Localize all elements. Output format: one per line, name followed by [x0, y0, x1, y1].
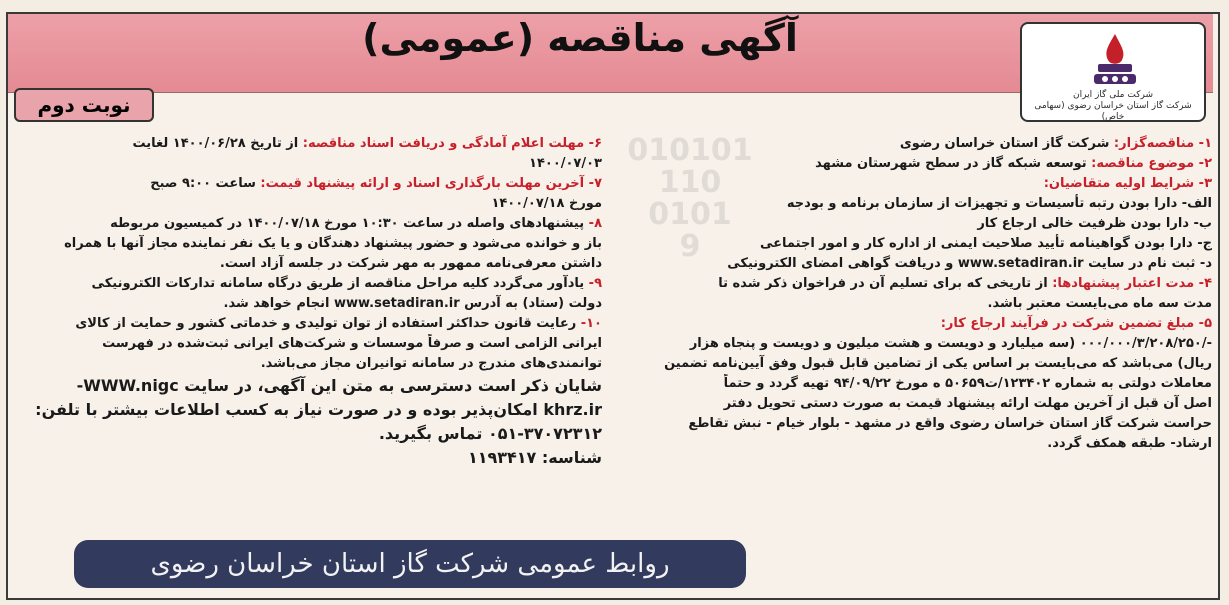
text-line — [16, 314, 602, 334]
item-text: ساعت ۹:۰۰ صبح — [150, 176, 261, 191]
item-heading: ۷- آخرین مهلت بارگذاری اسناد و ارائه پیشنهاد قیمت: — [260, 176, 602, 191]
item-text: ب- دارا بودن ظرفیت خالی ارجاع کار — [977, 216, 1212, 231]
text-line — [16, 194, 602, 214]
item-text: ج- دارا بودن گواهینامه تأیید صلاحیت ایمنی از اداره کار و امور اجتماعی — [760, 236, 1212, 251]
text-line — [16, 134, 602, 154]
notice-line: ۰۵۱-۳۷۰۷۲۳۱۲ تماس بگیرید. — [378, 424, 602, 443]
text-line — [612, 314, 1212, 334]
text-line — [612, 374, 1212, 394]
item-text: یادآور می‌گردد کلیه مراحل مناقصه از طریق درگاه سامانه تدارکات الکترونیکی — [91, 276, 589, 291]
item-heading: ۸- — [588, 216, 602, 231]
item-text: رعایت قانون حداکثر استفاده از توان تولیدی و خدماتی کشور و حمایت از کالای — [75, 316, 581, 331]
second-round-badge: نوبت دوم — [14, 88, 154, 122]
text-line — [612, 334, 1212, 354]
item-heading: ۹- — [588, 276, 602, 291]
company-logo — [1020, 22, 1206, 122]
left-column — [16, 134, 602, 470]
text-line — [612, 394, 1212, 414]
text-line — [16, 354, 602, 374]
text-line — [612, 274, 1212, 294]
item-text: باز و خوانده می‌شود و حضور پیشنهاد دهندگان و یا یک نفر نماینده مجاز آنها با همراه — [64, 236, 602, 251]
text-line — [16, 214, 602, 234]
text-line — [16, 154, 602, 174]
text-line — [612, 354, 1212, 374]
item-heading: ۱- مناقصه‌گزار: — [1113, 136, 1212, 151]
item-text: -/۰۰۰/۰۰۰/۳/۲۰۸/۲۵۰ (سه میلیارد و دویست و هشت میلیون و دویست و پنجاه هزار — [689, 336, 1212, 351]
item-text: ۱۴۰۰/۰۷/۰۳ — [529, 156, 602, 171]
item-text: از تاریخی که برای تسلیم آن در فراخوان ذکر شده تا — [718, 276, 1053, 291]
item-text: مورخ ۱۴۰۰/۰۷/۱۸ — [491, 196, 602, 211]
item-text: دولت (ستاد) به آدرس www.setadiran.ir انجام خواهد شد. — [223, 296, 602, 311]
text-line — [16, 274, 602, 294]
text-line — [612, 174, 1212, 194]
text-line — [16, 234, 602, 254]
notice-line: khrz.ir امکان‌پذیر بوده و در صورت نیاز به کسب اطلاعات بیشتر با تلفن: — [35, 400, 602, 419]
item-text: ریال) می‌باشد که می‌بایست بر اساس یکی از تضامین قابل قبول وفق آیین‌نامه تضمین — [664, 356, 1212, 371]
item-heading: ۶- مهلت اعلام آمادگی و دریافت اسناد مناقصه: — [302, 136, 602, 151]
text-line — [612, 414, 1212, 434]
text-line — [612, 214, 1212, 234]
text-line — [16, 254, 602, 274]
item-text: حراست شرکت گاز استان خراسان رضوی واقع در مشهد - بلوار خیام - نبش تقاطع — [688, 416, 1212, 431]
item-text: معاملات دولتی به شماره ۱۲۳۴۰۲/ت۵۰۶۵۹ ه مورخ ۹۴/۰۹/۲۲ تهیه گردد و حتماً — [723, 376, 1212, 391]
item-text: ارشاد- طبقه همکف گردد. — [1047, 436, 1212, 451]
item-text: داشتن معرفی‌نامه ممهور به مهر شرکت در جلسه آزاد است. — [219, 256, 602, 271]
text-line — [16, 334, 602, 354]
contact-notice — [16, 374, 602, 470]
notice-line: شناسه: ۱۱۹۳۴۱۷ — [467, 448, 602, 467]
item-text: د- ثبت نام در سایت www.setadiran.ir و دریافت گواهی امضای الکترونیکی — [727, 256, 1212, 271]
item-heading: ۵- مبلغ تضمین شرکت در فرآیند ارجاع کار: — [940, 316, 1212, 331]
text-line — [612, 254, 1212, 274]
item-text: توسعه شبکه گاز در سطح شهرستان مشهد — [815, 156, 1092, 171]
text-line — [612, 134, 1212, 154]
item-text: مدت سه ماه می‌بایست معتبر باشد. — [987, 296, 1212, 311]
item-text: پیشنهادهای واصله در ساعت ۱۰:۳۰ مورخ ۱۴۰۰/۰۷/۱۸ در کمیسیون مربوطه — [110, 216, 589, 231]
text-line — [612, 434, 1212, 454]
left-items — [16, 134, 602, 374]
text-line — [612, 234, 1212, 254]
item-text: از تاریخ ۱۴۰۰/۰۶/۲۸ لغایت — [132, 136, 303, 151]
text-line — [16, 294, 602, 314]
item-text: توانمندی‌های مندرج در سامانه توانیران مجاز می‌باشد. — [260, 356, 602, 371]
flame-logo-icon — [1088, 30, 1142, 88]
item-heading: ۳- شرایط اولیه متقاضیان: — [1043, 176, 1212, 191]
item-text: اصل آن قبل از آخرین مهلت ارائه پیشنهاد قیمت به صورت دستی تحویل دفتر — [723, 396, 1212, 411]
right-column — [612, 134, 1212, 454]
text-line — [16, 174, 602, 194]
item-text: ایرانی الزامی است و صرفاً موسسات و شرکت‌های ایرانی ثبت‌شده در فهرست — [102, 336, 602, 351]
logo-company-name: شرکت ملی گاز ایران شرکت گاز استان خراسان رضوی (سهامی خاص) — [1034, 90, 1192, 122]
notice-line: شایان ذکر است دسترسی به متن این آگهی، در سایت WWW.nigc- — [76, 376, 602, 395]
item-text: شرکت گاز استان خراسان رضوی — [899, 136, 1114, 151]
item-heading: ۴- مدت اعتبار پیشنهادها: — [1052, 276, 1212, 291]
text-line — [612, 194, 1212, 214]
item-heading: ۲- موضوع مناقصه: — [1091, 156, 1212, 171]
item-heading: ۱۰- — [580, 316, 602, 331]
page-title: آگهی مناقصه (عمومی) — [362, 16, 798, 60]
public-relations-footer: روابط عمومی شرکت گاز استان خراسان رضوی — [74, 540, 746, 588]
text-line — [612, 294, 1212, 314]
item-text: الف- دارا بودن رتبه تأسیسات و تجهیزات از سازمان برنامه و بودجه — [786, 196, 1212, 211]
text-line — [612, 154, 1212, 174]
